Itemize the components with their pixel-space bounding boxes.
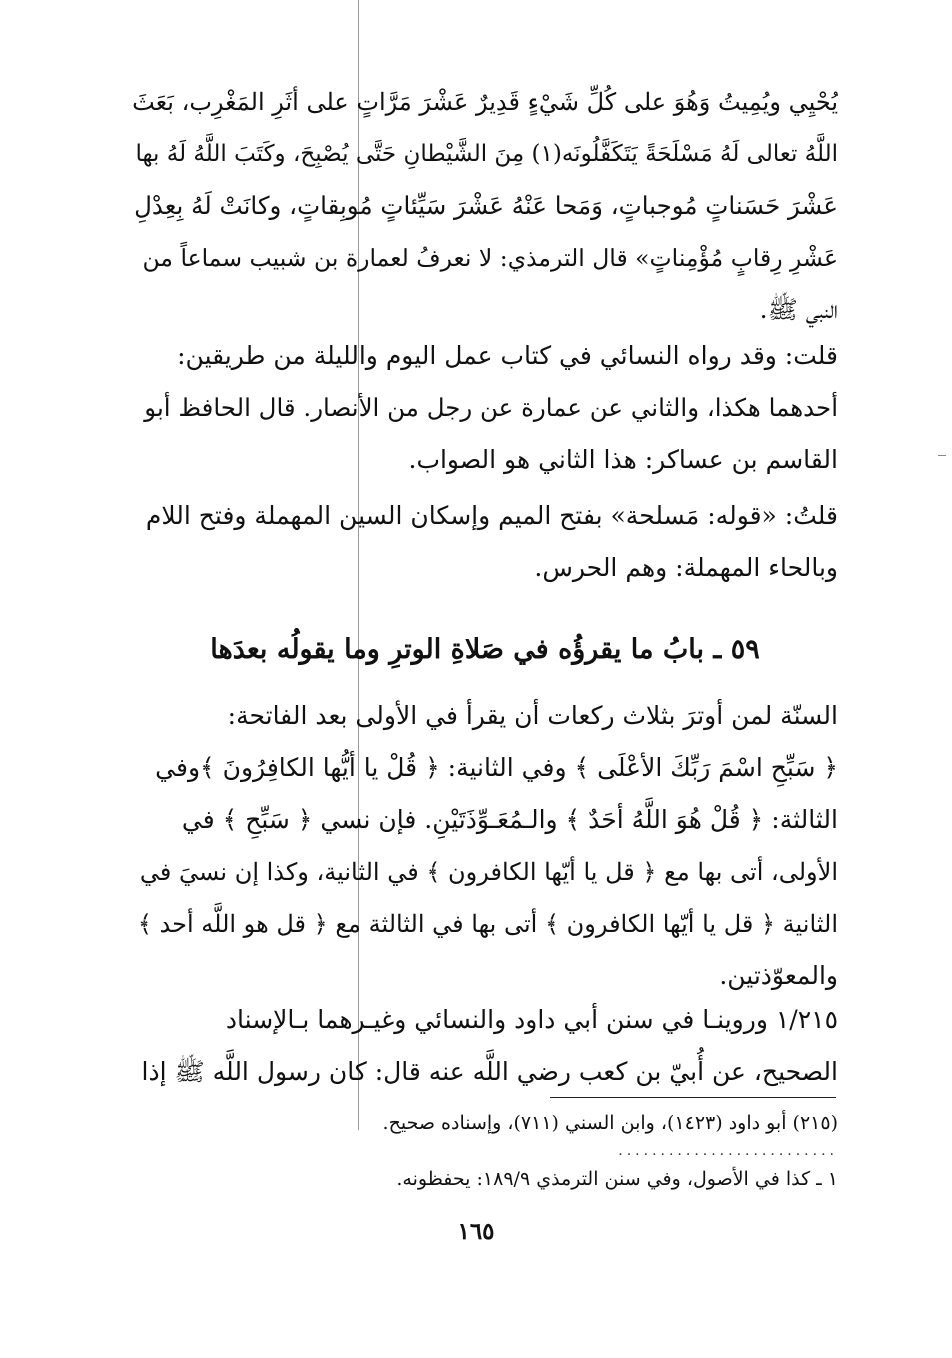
text-line: السنّة لمن أوترَ بثلاث ركعات أن يقرأ في الأولى بعد الفاتحة: [227,701,838,730]
text-line: ١/٢١٥ وروينـا في سنن أبي داود والنسائي وغيـرهما بـالإسناد [225,1005,838,1034]
paragraph-witr-recitation [132,690,838,1002]
text-line: الصحيح، عن أُبيّ بن كعب رضي اللَّه عنه قال: كان رسول اللَّه ﷺ إذا [141,1057,838,1086]
paragraph-hadith-215 [132,994,838,1098]
footnote-separator [550,1097,836,1098]
text-line: النبي ﷺ. [759,295,838,324]
paragraph-hadith-continuation [132,76,838,336]
page-number: ١٦٥ [457,1218,495,1245]
text-line: قلتُ: «قوله: مَسلحة» بفتح الميم وإسكان السين المهملة وفتح اللام [145,501,838,530]
text-line: عَشْرِ رِقابٍ مُؤْمِناتٍ» قال الترمذي: لا نعرفُ لعمارة بن شبيب سماعاً من [142,244,838,272]
paragraph-maslaha-note [132,490,838,594]
text-line: وبالحاء المهملة: وهم الحرس. [534,553,838,582]
edge-mark [938,455,946,456]
text-line: الثالثة: ﴿ قُلْ هُوَ اللَّهُ أحَدٌ ﴾ والـمُعَـوِّذَتَيْنِ. فإن نسي ﴿ سَبِّحِ ﴾ في [181,805,838,834]
footnote-215: (٢١٥) أبو داود (١٤٢٣)، وابن السني (٧١١)، وإسناده صحيح. [382,1112,838,1134]
text-line: يُحْيِي ويُمِيتُ وَهُوَ على كُلِّ شَيْءٍ قَدِيرٌ عَشْرَ مَرَّاتٍ على أثَرِ المَغْرِب، بَعَثَ [132,88,838,116]
chapter-heading: ٥٩ ـ بابُ ما يقرؤُه في صَلاةِ الوترِ وما يقولُه بعدَها [210,634,760,665]
text-line: أحدهما هكذا، والثاني عن عمارة عن رجل من الأنصار. قال الحافظ أبو [144,393,838,422]
footnotes [132,1104,838,1198]
text-line: عَشْرَ حَسَناتٍ مُوجباتٍ، وَمَحا عَنْهُ عَشْرَ سَيِّئاتٍ مُوبِقاتٍ، وكانَتْ لَهُ بِعِدْلِ [134,191,838,220]
text-line: ﴿ سَبِّحِ اسْمَ رَبِّكَ الأعْلَى ﴾ وفي الثانية: ﴿ قُلْ يا أيُّها الكافِرُونَ ﴾وفي [155,753,838,782]
footnote-1: ١ ـ كذا في الأصول، وفي سنن الترمذي ١٨٩/٩: يحفظونه. [396,1168,838,1190]
text-line: قلت: وقد رواه النسائي في كتاب عمل اليوم والليلة من طريقين: [177,341,838,370]
text-line: الأولى، أتى بها مع ﴿ قل يا أيّها الكافرون ﴾ في الثانية، وكذا إن نسيَ في [139,858,838,886]
text-line: القاسم بن عساكر: هذا الثاني هو الصواب. [408,445,838,474]
paragraph-nasai-note [132,330,838,486]
text-line: الثانية ﴿ قل يا أيّها الكافرون ﴾ أتى بها في الثالثة مع ﴿ قل هو اللَّه أحد ﴾ [137,910,838,938]
text-line: والمعوّذتين. [719,961,838,990]
text-line: اللَّهُ تعالى لَهُ مَسْلَحَةً يَتَكَفَّلُونَه(١) مِنَ الشَّيْطانِ حَتَّى يُصْبِحَ، وكَتَبَ اللَّهُ لَهُ بها [135,141,838,167]
footnote-divider-dots: .......................... [618,1143,838,1159]
